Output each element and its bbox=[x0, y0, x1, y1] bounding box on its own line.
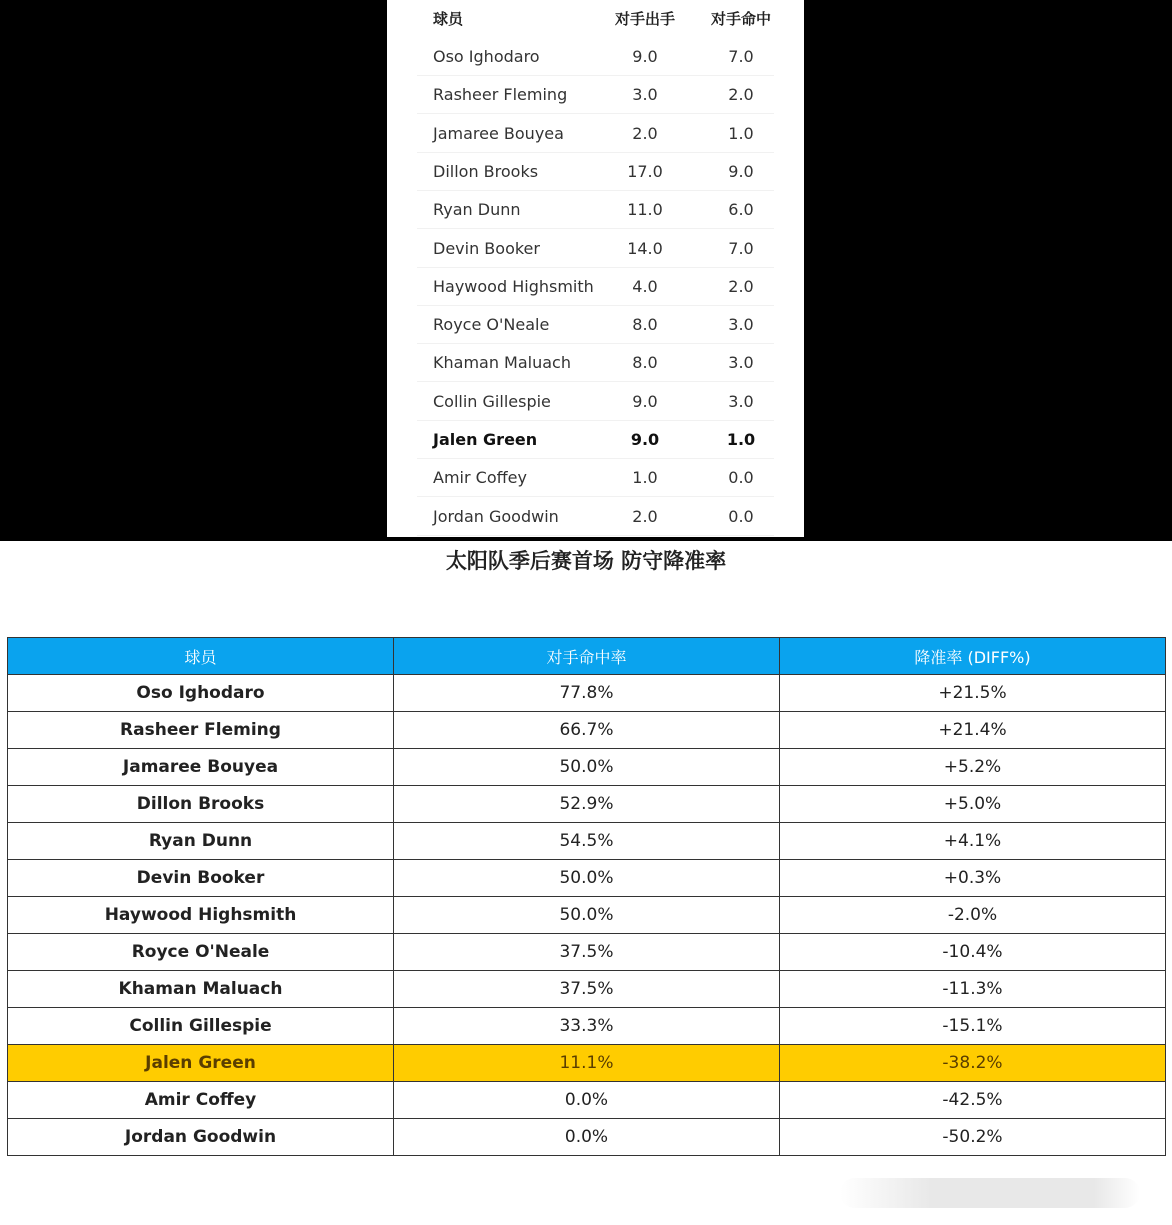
player-name: Royce O'Neale bbox=[8, 934, 394, 971]
defense-diff-table-header bbox=[8, 638, 1166, 675]
table-row bbox=[387, 421, 804, 459]
diff-pct: +4.1% bbox=[780, 823, 1166, 860]
table-row bbox=[8, 897, 1166, 934]
opponent-shots-table-header bbox=[387, 0, 804, 38]
player-name: Royce O'Neale bbox=[433, 315, 550, 335]
table-row bbox=[8, 786, 1166, 823]
player-name: Jordan Goodwin bbox=[433, 506, 559, 526]
player-name: Ryan Dunn bbox=[8, 823, 394, 860]
opp-fg-pct: 11.1% bbox=[394, 1045, 780, 1082]
table-row bbox=[387, 191, 804, 229]
opp-fga: 8.0 bbox=[632, 353, 658, 373]
player-name: Haywood Highsmith bbox=[8, 897, 394, 934]
diff-pct: +5.0% bbox=[780, 786, 1166, 823]
player-name: Rasheer Fleming bbox=[433, 85, 568, 105]
table-row bbox=[387, 498, 804, 536]
opp-fgm: 3.0 bbox=[728, 391, 754, 411]
opp-fgm: 7.0 bbox=[728, 47, 754, 66]
header-opp-fgm: 对手命中 bbox=[710, 10, 771, 28]
top-screenshot-background bbox=[0, 0, 1172, 541]
opp-fga: 14.0 bbox=[627, 238, 663, 258]
diff-pct: -15.1% bbox=[780, 1008, 1166, 1045]
opp-fgm: 7.0 bbox=[728, 238, 754, 258]
opp-fgm: 0.0 bbox=[728, 468, 754, 488]
table-row bbox=[387, 153, 804, 191]
diff-pct: -2.0% bbox=[780, 897, 1166, 934]
table-row bbox=[387, 383, 804, 421]
table-row bbox=[8, 1045, 1166, 1082]
opp-fgm: 1.0 bbox=[728, 123, 754, 143]
diff-pct: -10.4% bbox=[780, 934, 1166, 971]
header-opp-fg-pct: 对手命中率 bbox=[394, 638, 780, 675]
opp-fg-pct: 0.0% bbox=[394, 1119, 780, 1156]
header-player: 球员 bbox=[8, 638, 394, 675]
page-title: 太阳队季后赛首场 防守降准率 bbox=[445, 549, 727, 573]
diff-pct: +21.5% bbox=[780, 675, 1166, 712]
table-row bbox=[387, 268, 804, 306]
defense-diff-table bbox=[7, 637, 1166, 1156]
table-row bbox=[387, 344, 804, 382]
opp-fga: 9.0 bbox=[632, 47, 658, 66]
opp-fg-pct: 54.5% bbox=[394, 823, 780, 860]
diff-pct: -50.2% bbox=[780, 1119, 1166, 1156]
opp-fgm: 0.0 bbox=[728, 506, 754, 526]
opp-fga: 4.0 bbox=[632, 276, 658, 296]
opp-fga: 17.0 bbox=[627, 161, 663, 181]
opp-fgm: 2.0 bbox=[728, 85, 754, 105]
opp-fga: 2.0 bbox=[632, 506, 658, 526]
player-name: Khaman Maluach bbox=[433, 353, 571, 373]
opp-fga: 2.0 bbox=[632, 123, 658, 143]
diff-pct: -11.3% bbox=[780, 971, 1166, 1008]
player-name: Dillon Brooks bbox=[8, 786, 394, 823]
player-name: Amir Coffey bbox=[433, 468, 527, 488]
table-row bbox=[387, 306, 804, 344]
player-name: Jalen Green bbox=[8, 1045, 394, 1082]
table-row bbox=[8, 712, 1166, 749]
header-player: 球员 bbox=[433, 10, 464, 28]
player-name: Jalen Green bbox=[433, 430, 538, 449]
row-divider bbox=[417, 535, 774, 536]
diff-pct: +5.2% bbox=[780, 749, 1166, 786]
opp-fga: 8.0 bbox=[632, 315, 658, 335]
table-row bbox=[8, 860, 1166, 897]
opp-fg-pct: 50.0% bbox=[394, 749, 780, 786]
table-row bbox=[8, 1119, 1166, 1156]
diff-pct: +0.3% bbox=[780, 860, 1166, 897]
table-row bbox=[8, 934, 1166, 971]
player-name: Jamaree Bouyea bbox=[433, 123, 564, 143]
diff-pct: -38.2% bbox=[780, 1045, 1166, 1082]
player-name: Khaman Maluach bbox=[8, 971, 394, 1008]
opp-fga: 9.0 bbox=[630, 430, 660, 449]
watermark bbox=[840, 1178, 1140, 1208]
player-name: Jordan Goodwin bbox=[8, 1119, 394, 1156]
player-name: Collin Gillespie bbox=[8, 1008, 394, 1045]
opp-fgm: 6.0 bbox=[728, 200, 754, 220]
header-opp-fga: 对手出手 bbox=[614, 10, 675, 28]
opp-fga: 1.0 bbox=[632, 468, 658, 488]
table-row bbox=[8, 1082, 1166, 1119]
header-diff-pct: 降准率 (DIFF%) bbox=[780, 638, 1166, 675]
player-name: Haywood Highsmith bbox=[433, 276, 594, 296]
table-row bbox=[8, 971, 1166, 1008]
table-row bbox=[8, 823, 1166, 860]
opp-fgm: 9.0 bbox=[728, 161, 754, 181]
player-name: Collin Gillespie bbox=[433, 391, 551, 411]
player-name: Oso Ighodaro bbox=[433, 47, 540, 66]
table-row bbox=[8, 1008, 1166, 1045]
opp-fg-pct: 52.9% bbox=[394, 786, 780, 823]
player-name: Devin Booker bbox=[8, 860, 394, 897]
opp-fgm: 2.0 bbox=[728, 276, 754, 296]
opp-fg-pct: 33.3% bbox=[394, 1008, 780, 1045]
player-name: Ryan Dunn bbox=[433, 200, 521, 220]
opp-fg-pct: 50.0% bbox=[394, 897, 780, 934]
opp-fga: 9.0 bbox=[632, 391, 658, 411]
opp-fgm: 3.0 bbox=[728, 315, 754, 335]
opp-fg-pct: 77.8% bbox=[394, 675, 780, 712]
player-name: Oso Ighodaro bbox=[8, 675, 394, 712]
player-name: Rasheer Fleming bbox=[8, 712, 394, 749]
player-name: Devin Booker bbox=[433, 238, 540, 258]
opp-fgm: 3.0 bbox=[728, 353, 754, 373]
defense-diff-table-body bbox=[8, 675, 1166, 1156]
opponent-shots-table bbox=[387, 0, 804, 537]
diff-pct: +21.4% bbox=[780, 712, 1166, 749]
opp-fg-pct: 37.5% bbox=[394, 934, 780, 971]
opp-fga: 11.0 bbox=[627, 200, 663, 220]
opp-fg-pct: 50.0% bbox=[394, 860, 780, 897]
table-row bbox=[387, 38, 804, 76]
table-row bbox=[387, 76, 804, 114]
table-row bbox=[387, 459, 804, 497]
player-name: Jamaree Bouyea bbox=[8, 749, 394, 786]
table-row bbox=[8, 749, 1166, 786]
table-row bbox=[8, 675, 1166, 712]
table-row bbox=[387, 115, 804, 153]
player-name: Dillon Brooks bbox=[433, 161, 539, 181]
opp-fg-pct: 66.7% bbox=[394, 712, 780, 749]
opp-fgm: 1.0 bbox=[726, 430, 756, 449]
table-row bbox=[387, 230, 804, 268]
opp-fga: 3.0 bbox=[632, 85, 658, 105]
diff-pct: -42.5% bbox=[780, 1082, 1166, 1119]
opp-fg-pct: 37.5% bbox=[394, 971, 780, 1008]
player-name: Amir Coffey bbox=[8, 1082, 394, 1119]
opp-fg-pct: 0.0% bbox=[394, 1082, 780, 1119]
